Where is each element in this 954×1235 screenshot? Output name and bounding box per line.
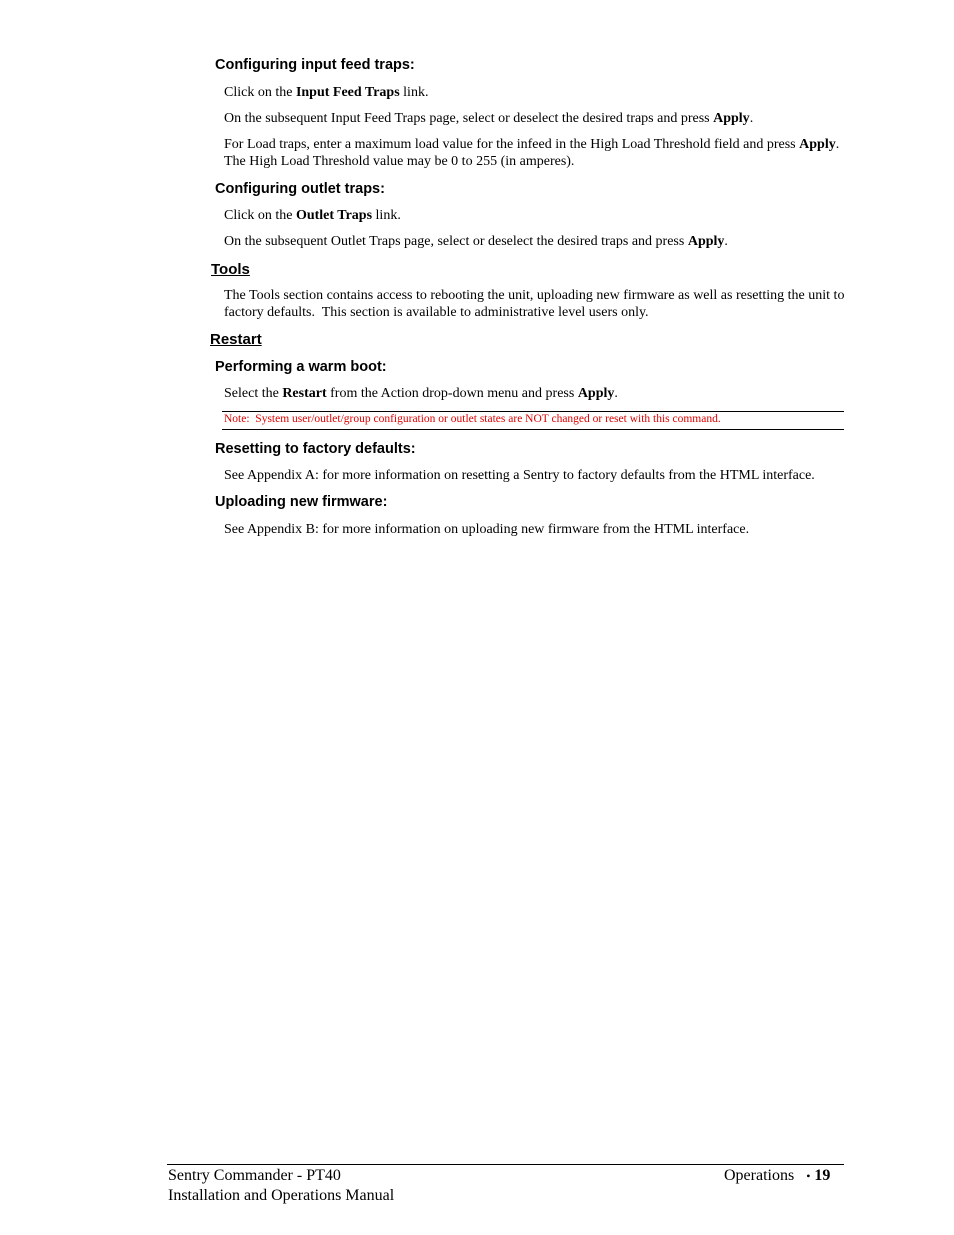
text: .: [749, 111, 754, 126]
text: .: [724, 234, 728, 249]
heading-input-feed-traps: Configuring input feed traps:: [215, 57, 415, 73]
link-name-input-feed-traps: Input Feed Traps: [295, 85, 400, 100]
text: On the subsequent Input Feed Traps page, select or deselect the desired traps and press: [224, 111, 714, 126]
paragraph-load-threshold: The High Load Threshold value may be 0 to 255 (in amperes).: [224, 154, 575, 169]
apply-emphasis: Apply: [577, 386, 615, 401]
heading-tools: Tools: [211, 261, 250, 278]
heading-factory-defaults: Resetting to factory defaults:: [215, 441, 416, 457]
paragraph-warm-boot: [224, 385, 618, 402]
paragraph-tools-line1: The Tools section contains access to rebooting the unit, uploading new firmware as well as resetting the unit to: [224, 288, 845, 303]
text: On the subsequent Outlet Traps page, select or deselect the desired traps and press: [224, 234, 688, 249]
text: .: [614, 386, 618, 401]
apply-emphasis: Apply: [799, 137, 836, 152]
paragraph-factory-defaults: See Appendix A: for more information on resetting a Sentry to factory defaults from the HTML interface.: [224, 468, 815, 483]
paragraph-input-feed-select: [224, 110, 753, 127]
text: link.: [372, 208, 401, 223]
paragraph-load-traps: [224, 136, 839, 153]
restart-emphasis: Restart: [282, 386, 327, 401]
text: from the Action drop-down menu and press: [326, 386, 578, 401]
footer-rule: [167, 1164, 844, 1165]
text: Select the: [224, 386, 283, 401]
text: Click on the: [224, 85, 296, 100]
text: For Load traps, enter a maximum load value for the infeed in the High Load Threshold field and press: [224, 137, 800, 152]
text: Click on the: [224, 208, 296, 223]
apply-emphasis: Apply: [713, 111, 750, 126]
paragraph-upload-firmware: See Appendix B: for more information on uploading new firmware from the HTML interface.: [224, 522, 750, 537]
paragraph-input-feed-click: [224, 84, 428, 101]
apply-emphasis: Apply: [687, 234, 725, 249]
footer-page-ref: [724, 1166, 830, 1186]
note-top-rule: [222, 411, 844, 412]
heading-upload-firmware: Uploading new firmware:: [215, 494, 388, 510]
footer-section: Operations: [724, 1167, 795, 1184]
bullet-icon: •: [806, 1169, 811, 1183]
text: .: [835, 137, 840, 152]
footer-doc-title: Sentry Commander - PT40: [168, 1167, 341, 1184]
paragraph-outlet-click: [224, 207, 401, 224]
paragraph-tools-line2: factory defaults. This section is available to administrative level users only.: [224, 305, 649, 320]
note-bottom-rule: [222, 429, 844, 430]
paragraph-outlet-select: [224, 233, 728, 250]
footer-doc-subtitle: Installation and Operations Manual: [168, 1187, 395, 1204]
page-number: 19: [814, 1167, 831, 1184]
link-name-outlet-traps: Outlet Traps: [295, 208, 373, 223]
note-text: Note: System user/outlet/group configuration or outlet states are NOT changed or reset with this command.: [224, 413, 721, 425]
text: link.: [399, 85, 429, 100]
heading-outlet-traps: Configuring outlet traps:: [215, 181, 385, 197]
heading-restart: Restart: [210, 331, 262, 348]
heading-warm-boot: Performing a warm boot:: [215, 359, 387, 375]
